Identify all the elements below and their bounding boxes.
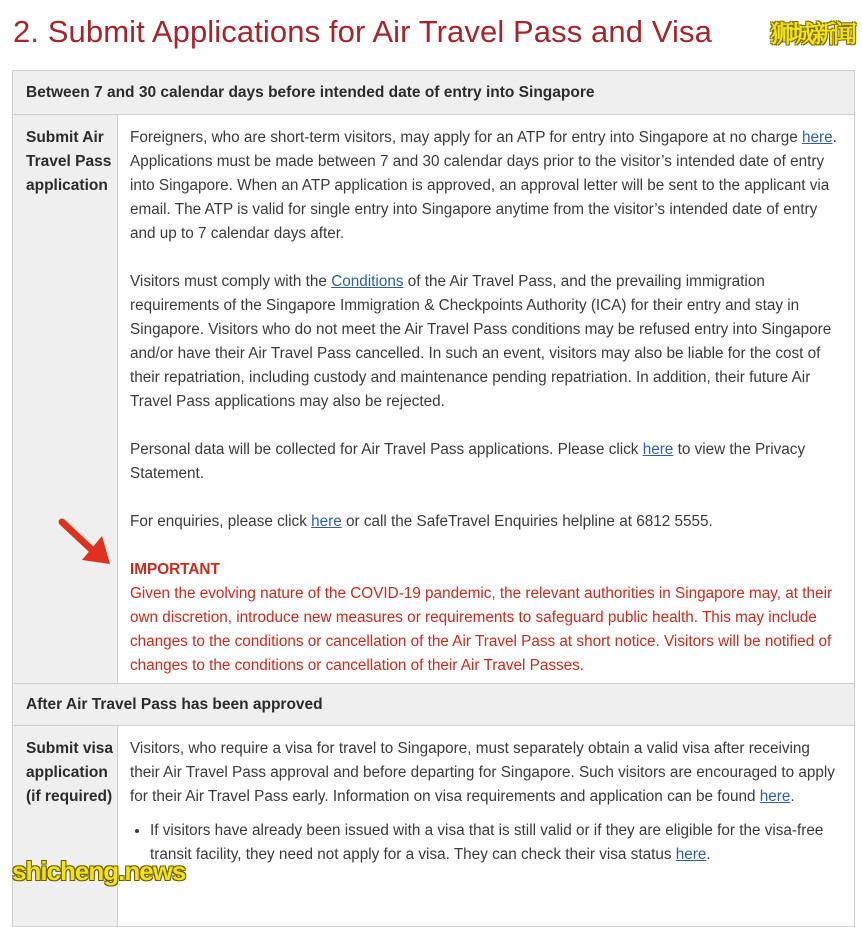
enquiries-link[interactable]: here (311, 513, 342, 530)
paragraph-conditions: Visitors must comply with the Conditions of the Air Travel Pass, and the prevailing immigration requirements of the Singapore Immigration & Checkpoints Authority (ICA) for their entry and stay in Singapore. Visitors who do not meet the Air Travel Pass conditions may be refused entry into Singapore and/or have their Air Travel Pass cancelled. In such an event, visitors may also be liable for the cost of their repatriation, including custody and maintenance pending repatriation. In addition, their future Air Travel Pass applications may also be rejected. (130, 273, 832, 410)
paragraph-visa: Visitors, who require a visa for travel to Singapore, must separately obtain a valid visa after receiving their Air Travel Pass approval and before departing for Singapore. Such visitors are encouraged to apply for their Air Travel Pass early. Information on visa requirements and application can be found here. (130, 740, 835, 805)
info-table (12, 70, 855, 927)
paragraph-privacy: Personal data will be collected for Air Travel Pass applications. Please click here to view the Privacy Statement. (130, 441, 806, 482)
row-body-visa (118, 726, 854, 926)
section-header-before-entry: Between 7 and 30 calendar days before intended date of entry into Singapore (13, 71, 854, 115)
row-label-submit-visa: Submit visa application (if required) (13, 726, 118, 926)
watermark-logo: 狮城新闻 (770, 21, 854, 48)
privacy-statement-link[interactable]: here (642, 441, 674, 458)
row-body-atp (118, 115, 854, 683)
important-notice: Given the evolving nature of the COVID-19 pandemic, the relevant authorities in Singapore may, at their own discretion, introduce new measures or requirements to safeguard public health. This may include changes to the conditions or cancellation of the Air Travel Pass at short notice. Visitors will be notified of changes to the conditions or cancellation of their Air Travel Passes. (130, 585, 833, 674)
table-row-atp-application (13, 115, 854, 684)
list-item: • If visitors have already been issued with a visa that is still valid or if they are eligible for the visa-free transit facility, they need not apply for a visa. They can check their visa status here. (150, 819, 842, 867)
conditions-link[interactable]: Conditions (331, 273, 404, 290)
section-header-after-approval: After Air Travel Pass has been approved (13, 684, 854, 726)
paragraph-enquiries: For enquiries, please click here or call the SafeTravel Enquiries helpline at 6812 5555. (130, 513, 713, 530)
atp-apply-link[interactable]: here (801, 129, 833, 146)
watermark-site: shicheng.news (12, 856, 186, 886)
table-row-visa-application (13, 726, 854, 926)
visa-status-link[interactable]: here (675, 846, 707, 863)
red-arrow-icon (58, 516, 114, 568)
important-heading: IMPORTANT (130, 561, 220, 578)
row-label-submit-atp: Submit Air Travel Pass application (13, 115, 118, 683)
visa-bullet-list (130, 819, 842, 867)
page-title: 2. Submit Applications for Air Travel Pass and Visa (13, 14, 712, 49)
visa-info-link[interactable]: here (759, 788, 791, 805)
paragraph-atp-intro: Foreigners, who are short-term visitors, may apply for an ATP for entry into Singapore at no charge here. Applications must be made between 7 and 30 calendar days prior to the visitor’s intended date of entry into Singapore. When an ATP application is approved, an approval letter will be sent to the applicant via email. The ATP is valid for single entry into Singapore anytime from the visitor’s intended date of entry and up to 7 calendar days after. (130, 129, 837, 242)
